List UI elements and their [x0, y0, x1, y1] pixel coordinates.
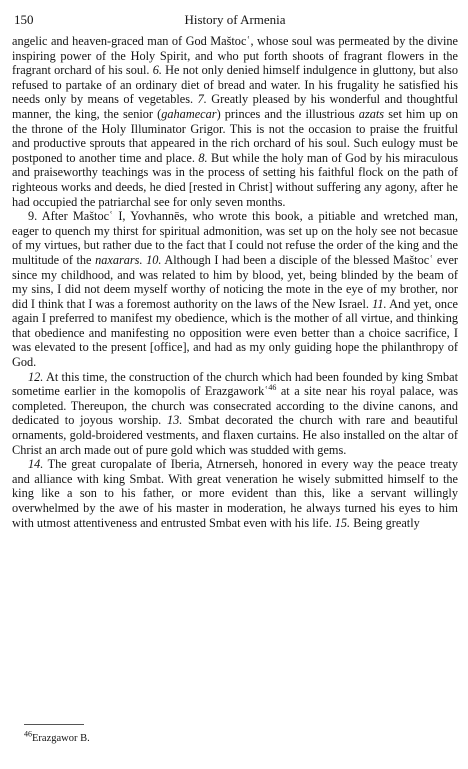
page-header [12, 10, 458, 32]
text-run: Although I had been a disciple of the blessed Maštocʿ ever since my childhood, and was related to him by blood, yet, being blinded by the beam of my sins, I did not deem myself worthy of noticing the mote in the eye of my brother, nor did I think that I was a foremost authority on the laws of the New Israel. [12, 252, 459, 311]
section-number: 8. [198, 150, 208, 165]
text-run: The great curopalate of Iberia, Atrnerseh, honored in every way the peace treaty and alliance with king Smbat. With great veneration he wisely submitted himself to the king like a son to his father, or more evident than this, like a servant willingly overwhelmed by the awe of his master in moderation, he always turned his eyes to him with utmost attentiveness and entrusted Smbat even with his life. [12, 457, 458, 530]
footnote-reference[interactable]: 46 [268, 383, 277, 393]
section-number: 15. [334, 515, 351, 530]
section-number: 14. [28, 457, 44, 472]
text-run: Greatly pleased by his wonderful and thoughtful manner, the king, the senior ( [12, 92, 458, 121]
text-run: 9. After Maštocʿ I, Yovhannēs, who wrote this book, a pitiable and wretched man, eager to quench my thirst for spiritual admonition, was set up on the holy see not becasue of my virtues, but rather due to the fact that I could not refuse the order of the king and the multitude of the [12, 209, 458, 267]
paragraph-4 [12, 457, 458, 530]
text-run: set him up on the throne of the Holy Illuminator Grigor. This is not the occasion to praise the fruitful and productive sprouts that appeared in the rich orchard of his soul. Such eulogy must be postponed to another time and place. [12, 106, 458, 165]
body-text [12, 34, 458, 530]
text-run: at a site near his royal palace, was completed. Thereupon, the church was consecrated according to the divine canons, and dedicated to joyous worship. [12, 384, 458, 428]
section-number: 13. [166, 413, 183, 428]
text-run: At this time, the construction of the church which had been founded by king Smbat sometime earlier in the komopolis of Erazgaworkʿ [12, 369, 458, 399]
footnote-marker: 46 [24, 729, 32, 739]
section-number: 6. [152, 63, 162, 78]
text-run: Being greatly [350, 515, 420, 530]
footnote-divider [24, 724, 84, 725]
page-number: 150 [14, 12, 34, 27]
section-number: 10. [146, 252, 162, 267]
term: naxarars. [95, 252, 143, 267]
paragraph-2 [12, 209, 458, 370]
section-number: 7. [197, 92, 207, 107]
text-run: And yet, once again I preferred to manifest my obedience, which is the mother of all virtue, and thinking that obedience and manifesting no opposition were even better than a choice sacrifice, I was elevated to the present [office], and had as my only guiding hope the philanthropy of God. [12, 296, 458, 370]
text-run: ) princes and the illustrious [216, 106, 359, 121]
paragraph-1 [12, 34, 458, 209]
footnote-text: Erazgawor B. [32, 733, 90, 744]
term: gahamecar [161, 106, 217, 121]
text-run: He not only denied himself indulgence in gluttony, but also refused to partake of an ordinary diet of bread and water. In his frugality he satisfied his needs only by means of vegetables. [12, 63, 458, 107]
running-title: History of Armenia [184, 12, 286, 27]
section-number: 11. [372, 296, 387, 311]
section-number: 12. [28, 369, 44, 384]
term: azats [358, 106, 385, 121]
text-run: Smbat decorated the church with rare and beautiful ornaments, gold-broidered vestments, and flaxen curtains. He also installed on the altar of Christ an arch made out of pure gold which was studded with gems. [12, 413, 459, 457]
footnote [24, 729, 90, 744]
text-run: But while the holy man of God by his miraculous and praiseworthy teachings was in the process of setting his faithful flock on the path of righteous works and deeds, he died [rested in Christ] without suffering any agony, after he had occupied the patriarchal see for only seven months. [12, 150, 459, 209]
text-run: angelic and heaven-graced man of God Maštocʿ, whose soul was permeated by the divine inspiring power of the Holy Spirit, and who put forth shoots of fragrant flowers in the fragrant orchard of his soul. [12, 34, 458, 78]
paragraph-3 [12, 370, 458, 458]
